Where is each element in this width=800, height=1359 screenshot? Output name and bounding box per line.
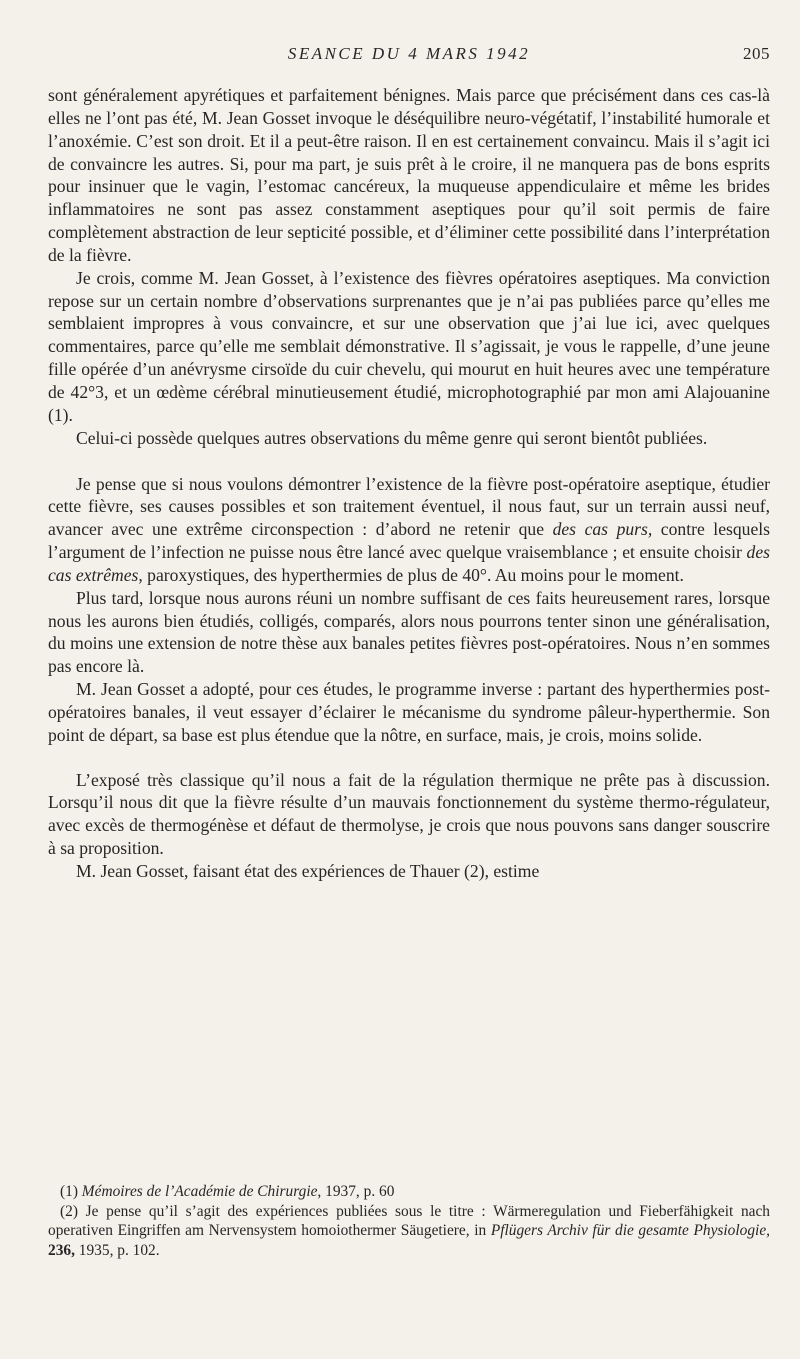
paragraph-3: Celui-ci possède quelques autres observations du même genre qui seront bientôt publiées. xyxy=(76,427,708,448)
paragraph-6: M. Jean Gosset a adopté, pour ces études, le programme inverse : partant des hyperthermies post-opératoires banales, il veut essayer d’éclairer le mécanisme du syndrome pâleur-hyperthermie. Son point de départ, sa base est plus étendue que la nôtre, en surface, mais, je crois, moins solide. xyxy=(48,679,770,745)
footnote-2 xyxy=(48,1202,770,1261)
paragraph-4-text-3: paroxystiques, des hyperthermies de plus de 40°. Au moins pour le moment. xyxy=(142,564,684,585)
paragraph-4-emphasis-2: des cas extrêmes, xyxy=(48,542,770,585)
footnote-2-text: (2) Je pense qu’il s’agit des expériences publiées sous le titre : Wärmeregulation und Fieberfähigkeit nach operativen Eingriffen am Nervensystem homoiothermer Säugetiere, in xyxy=(48,1202,770,1240)
footnote-2-volume: 236, xyxy=(48,1241,75,1259)
paragraph-4-emphasis-1: des cas purs, xyxy=(552,519,653,540)
footnote-1-citation: 1937, p. 60 xyxy=(321,1183,395,1200)
footnote-1-number: (1) xyxy=(60,1183,82,1200)
running-title: SEANCE DU 4 MARS 1942 xyxy=(287,44,531,63)
footnote-1-source: Mémoires de l’Académie de Chirurgie, xyxy=(81,1183,322,1200)
paragraph-5: Plus tard, lorsque nous aurons réuni un nombre suffisant de ces faits heureusement rares, lorsque nous les aurons bien étudiés, colligés, comparés, alors nous pourrons tenter sinon une généralisation, du moins une extension de notre thèse aux banales petites fièvres post-opératoires. Nous n’en sommes pas encore là. xyxy=(48,587,770,677)
footnote-2-citation: 1935, p. 102. xyxy=(74,1241,160,1259)
running-header xyxy=(48,44,770,68)
paragraph-7: L’exposé très classique qu’il nous a fait de la régulation thermique ne prête pas à discussion. Lorsqu’il nous dit que la fièvre résulte d’un mauvais fonctionnement du système thermo-régulateur, avec excès de thermogénèse et défaut de thermolyse, je crois que nous pouvons sans danger souscrire à sa proposition. xyxy=(48,769,770,859)
footnote-1 xyxy=(48,1182,770,1202)
paragraph-1: sont généralement apyrétiques et parfaitement bénignes. Mais parce que précisément dans ces cas-là elles ne l’ont pas été, M. Jean Gosset invoque le déséquilibre neuro-végétatif, l’instabilité humorale et l’anoxémie. C’est son droit. Et il a peut-être raison. Il en est certainement convaincu. Mais il s’agit ici de convaincre les autres. Si, pour ma part, je suis prêt à le croire, il ne manquera pas de bons esprits pour insinuer que le vagin, l’estomac cancéreux, la muqueuse appendiculaire et même les brides inflammatoires ne sont pas assez constamment aseptiques pour qu’il soit permis de faire complètement abstraction de leur septicité possible, et d’éliminer cette possibilité dans l’interprétation de la fièvre. xyxy=(48,85,770,265)
body-text xyxy=(48,84,770,883)
footnote-2-journal: Pflügers Archiv für die gesamte Physiologie, xyxy=(490,1222,771,1240)
paragraph-8: M. Jean Gosset, faisant état des expériences de Thauer (2), estime xyxy=(76,861,540,881)
paragraph-4-text-1: Je pense que si nous voulons démontrer l’existence de la fièvre post-opératoire aseptique, étudier cette fièvre, ses causes possibles et son traitement éventuel, il nous faut, sur un terrain aussi neuf, avancer avec une extrême circonspection : d’abord ne retenir que xyxy=(48,473,770,540)
paragraph-4 xyxy=(48,473,770,587)
page-number: 205 xyxy=(743,44,770,63)
paragraph-4-text-2: contre lesquels l’argument de l’infection ne puisse nous être lancé avec quelque vraisemblance ; et ensuite choisir xyxy=(48,519,770,563)
paragraph-2: Je crois, comme M. Jean Gosset, à l’existence des fièvres opératoires aseptiques. Ma conviction repose sur un certain nombre d’observations surprenantes que je n’ai pas publiées parce qu’elles me semblaient impropres à vous convaincre, et sur une observation que j’ai lue ici, avec quelques commentaires, parce qu’elle me semblait démonstrative. Il s’agissait, je vous le rappelle, d’une jeune fille opérée d’un anévrysme cirsoïde du cuir chevelu, qui mourut en huit heures avec une température de 42°3, et un œdème cérébral minutieusement étudié, microphotographié par mon ami Alajouanine (1). xyxy=(48,267,770,425)
footnotes xyxy=(48,1182,770,1260)
